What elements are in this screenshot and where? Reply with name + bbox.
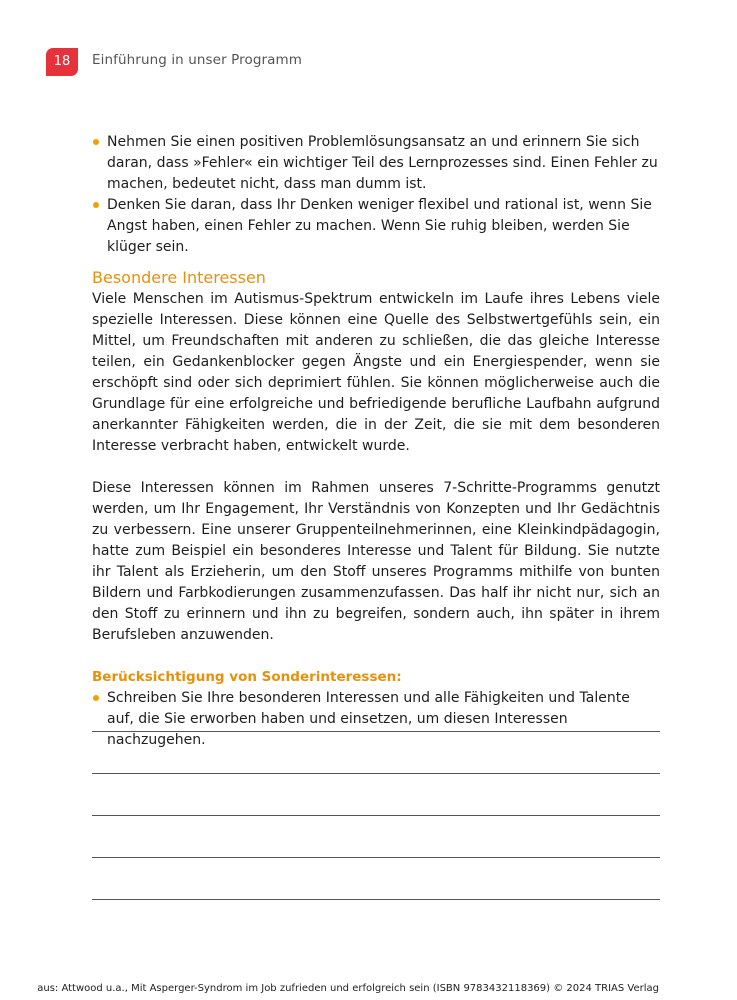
body-paragraph: Viele Menschen im Autismus-Spektrum entwickeln im Laufe ihres Lebens viele spezielle Interessen. Diese können eine Quelle des Selbstwertgefühls sein, ein Mittel, um Freundschaften mit anderen zu schließen, die das gleiche Interesse teilen, ein Gedankenblocker gegen Ängste und ein Energiespender, wenn sie erschöpft sind oder sich deprimiert fühlen. Sie können möglicherweise auch die Grundlage für eine erfolgreiche und befriedigende berufliche Laufbahn aufgrund anerkannter Fähigkeiten werden, die in der Zeit, die sie mit dem besonderen Interesse verbracht haben, entwickelt wurde. [92, 291, 660, 454]
running-title: Einführung in unser Programm [92, 52, 303, 68]
tips-list [92, 132, 660, 258]
writing-line[interactable] [92, 899, 660, 900]
writing-line[interactable] [92, 815, 660, 816]
list-item-text: Schreiben Sie Ihre besonderen Interessen und alle Fähigkeiten und Talente auf, die Sie erworben haben und einsetzen, um diesen Interessen nachzugehen. [107, 690, 630, 748]
bullet-dot-icon [93, 139, 99, 145]
page-number-badge: 18 [46, 48, 78, 76]
writing-line[interactable] [92, 857, 660, 858]
section-heading: Besondere Interessen [92, 268, 266, 287]
list-item [92, 195, 660, 258]
exercise-heading: Berücksichtigung von Sonderinteressen: [92, 669, 402, 685]
footer-citation: aus: Attwood u.a., Mit Asperger-Syndrom im Job zufrieden und erfolgreich sein (ISBN 9783432118369) © 2024 TRIAS Verlag [37, 983, 659, 994]
list-item-text: Nehmen Sie einen positiven Problemlösungsansatz an und erinnern Sie sich daran, dass »Fehler« ein wichtiger Teil des Lernprozesses sind. Einen Fehler zu machen, bedeutet nicht, dass man dumm ist. [107, 134, 658, 192]
writing-line[interactable] [92, 731, 660, 732]
list-item [92, 132, 660, 195]
main-content [92, 132, 660, 751]
list-item-text: Denken Sie daran, dass Ihr Denken weniger flexibel und rational ist, wenn Sie Angst haben, einen Fehler zu machen. Wenn Sie ruhig bleiben, werden Sie klüger sein. [107, 197, 652, 255]
writing-lines [92, 731, 660, 941]
bullet-dot-icon [93, 202, 99, 208]
bullet-dot-icon [93, 695, 99, 701]
writing-line[interactable] [92, 773, 660, 774]
body-paragraph: Diese Interessen können im Rahmen unseres 7-Schritte-Programms genutzt werden, um Ihr Engagement, Ihr Verständnis von Konzepten und Ihr Gedächtnis zu verbessern. Eine unserer Gruppenteilnehmerinnen, eine Kleinkindpädagogin, hatte zum Beispiel ein besonderes Interesse und Talent für Bildung. Sie nutzte ihr Talent als Erzieherin, um den Stoff unseres Programms mithilfe von bunten Bildern und Farbkodierungen zusammenzufassen. Das half ihr nicht nur, sich an den Stoff zu erinnern und ihn zu begreifen, sondern auch, ihn später in ihrem Berufsleben anzuwenden. [92, 480, 660, 643]
